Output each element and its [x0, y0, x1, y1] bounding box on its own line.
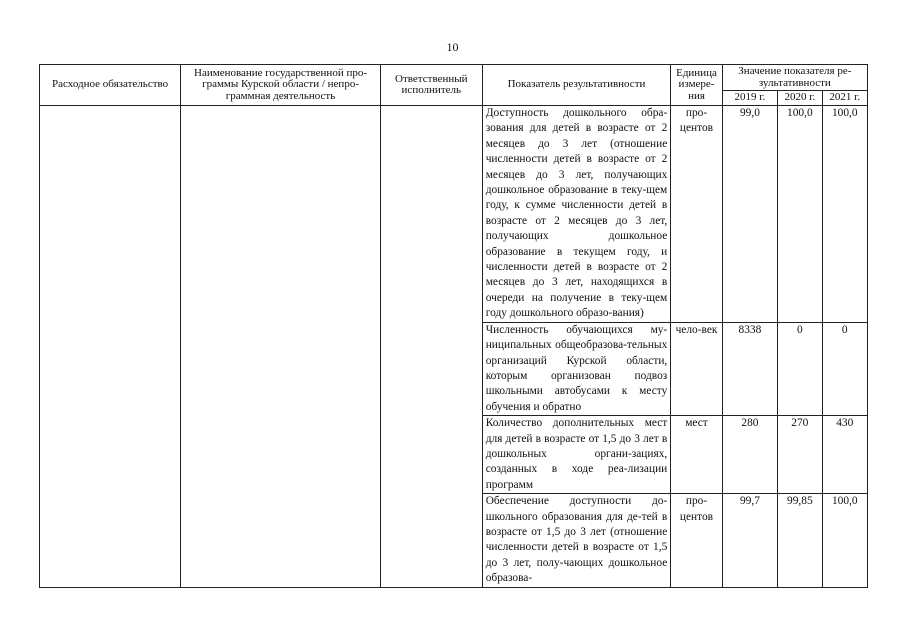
value-2019-cell: 280 — [722, 416, 777, 494]
page-number: 10 — [446, 40, 459, 54]
value-2019-cell: 99,0 — [722, 106, 777, 323]
value-2020-cell: 100,0 — [778, 106, 822, 323]
unit-cell: про-центов — [671, 106, 722, 323]
indicator-cell: Обеспечение доступности до-школьного образования для де-тей в возрасте от 1,5 до 3 лет (отношение численности детей в возрасте от 1,5 до 3 лет, полу-чающих дошкольное образова- — [482, 494, 671, 587]
header-unit: Единица измере-ния — [671, 65, 722, 106]
header-year-2021: 2021 г. — [822, 91, 867, 106]
header-indicator-value: Значение показателя ре-зультативности — [722, 65, 867, 91]
indicator-cell: Численность обучающихся му-ниципальных общеобразова-тельных организаций Курской области, которым организован подвоз школьными автобусами к месту обучения и обратно — [482, 322, 671, 415]
value-2020-cell: 270 — [778, 416, 822, 494]
header-responsible-executor: Ответственный исполнитель — [380, 65, 482, 106]
value-2019-cell: 99,7 — [722, 494, 777, 587]
executor-cell — [380, 106, 482, 588]
table-row — [40, 106, 868, 323]
header-expense-obligation: Расходное обязательство — [40, 65, 181, 106]
header-year-2019: 2019 г. — [722, 91, 777, 106]
header-indicator: Показатель результативности — [482, 65, 671, 106]
value-2020-cell: 99,85 — [778, 494, 822, 587]
indicator-cell: Доступность дошкольного обра-зования для детей в возрасте от 2 месяцев до 3 лет (отношение численности детей в возрасте от 2 месяцев до 3 лет, получающих дошкольное образование в теку-щем году, к сумме численности детей в возрасте от 2 месяцев до 3 лет, получающих дошкольное образование в текущем году, и численности детей в возрасте от 2 месяцев до 3 лет, находящихся в очереди на получение в теку-щем году дошкольного образо-вания) — [482, 106, 671, 323]
unit-cell: мест — [671, 416, 722, 494]
value-2021-cell: 0 — [822, 322, 867, 415]
value-2021-cell: 100,0 — [822, 106, 867, 323]
value-2021-cell: 430 — [822, 416, 867, 494]
unit-cell: про-центов — [671, 494, 722, 587]
unit-cell: чело-век — [671, 322, 722, 415]
value-2021-cell: 100,0 — [822, 494, 867, 587]
expense-obligation-cell — [40, 106, 181, 588]
value-2020-cell: 0 — [778, 322, 822, 415]
value-2019-cell: 8338 — [722, 322, 777, 415]
program-name-cell — [181, 106, 381, 588]
header-program-name: Наименование государственной про-граммы Курской области / непро-граммная деятельность — [181, 65, 381, 106]
header-year-2020: 2020 г. — [778, 91, 822, 106]
indicators-table — [39, 64, 868, 588]
indicator-cell: Количество дополнительных мест для детей в возрасте от 1,5 до 3 лет в дошкольных органи-зациях, созданных в ходе реа-лизации программ — [482, 416, 671, 494]
